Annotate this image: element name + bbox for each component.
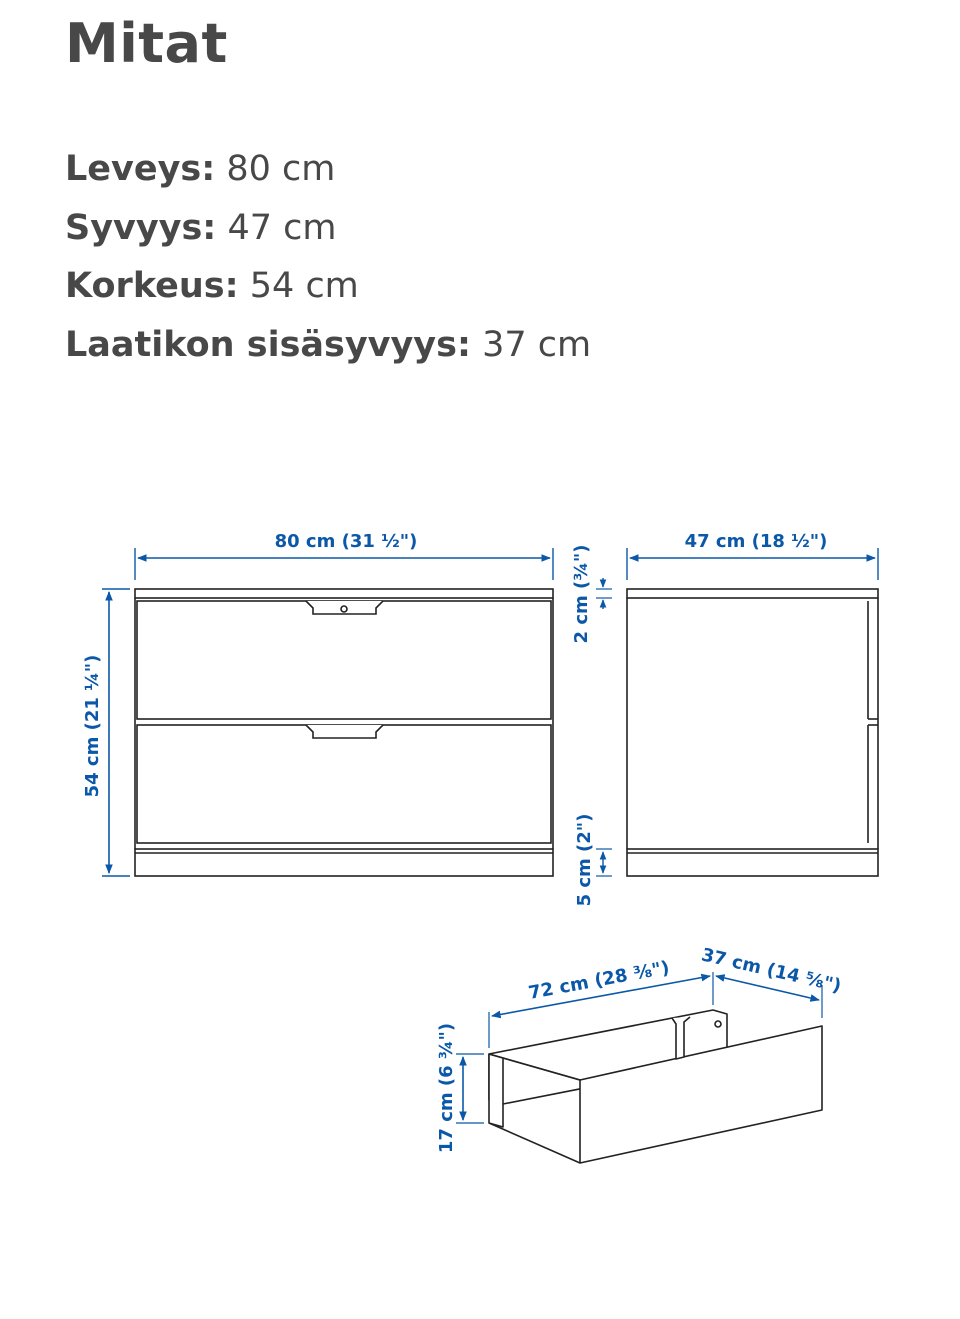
drawer-depth-label: 37 cm (14 ⅝") (699, 944, 844, 997)
front-width-label: 80 cm (31 ½") (274, 531, 418, 552)
drawer-isometric-view (489, 1010, 822, 1163)
spec-value: 54 cm (249, 266, 359, 306)
drawer-height-dimension (436, 1023, 484, 1153)
front-width-dimension (135, 531, 553, 580)
side-depth-dimension (627, 531, 878, 580)
side-depth-label: 47 cm (18 ½") (684, 531, 828, 552)
spec-label: Laatikon sisäsyvyys: (65, 324, 471, 365)
drawer-height-label: 17 cm (6 ¾") (436, 1022, 457, 1154)
spec-label: Syvyys: (65, 207, 217, 248)
spec-label: Korkeus: (65, 266, 239, 306)
drawer-width-label: 72 cm (28 ⅜") (526, 957, 672, 1004)
top-thickness-label: 2 cm (¾") (571, 544, 592, 644)
page-title: Mitat (65, 12, 228, 75)
front-height-dimension (82, 589, 130, 876)
top-thickness-dimension (571, 545, 612, 644)
spec-value: 37 cm (482, 324, 592, 365)
dresser-side-view (627, 589, 878, 876)
front-height-label: 54 cm (21 ¼") (82, 654, 103, 798)
spec-value: 80 cm (226, 149, 336, 189)
dresser-front-view (135, 589, 553, 876)
drawer-depth-dimension (699, 944, 843, 1018)
spec-label: Leveys: (65, 149, 216, 189)
plinth-height-dimension (574, 814, 612, 907)
spec-value: 47 cm (227, 207, 337, 248)
plinth-height-label: 5 cm (2") (574, 813, 595, 907)
